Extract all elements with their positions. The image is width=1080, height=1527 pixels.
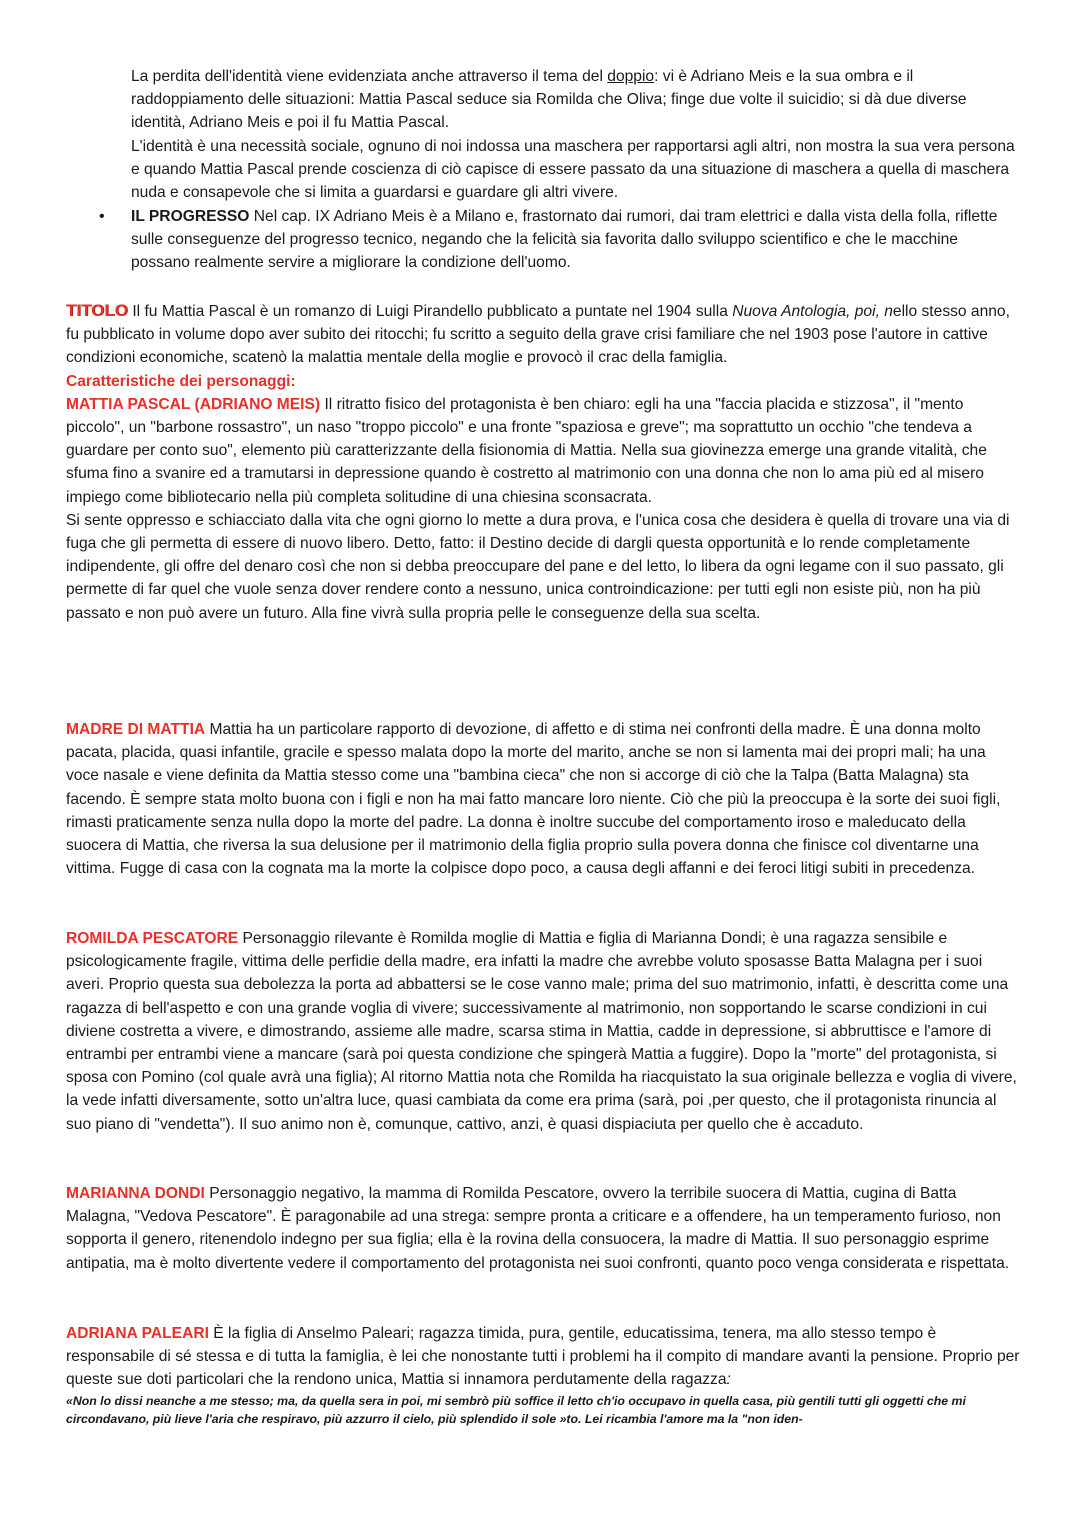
caratteristiche-heading: Caratteristiche dei personaggi:	[66, 372, 296, 390]
titolo-text-b: ello stesso anno, fu pubblicato in volume dopo aver subito dei ritocchi; fu scritto a seguito della grave crisi familiare che nel 1903 pose l'autore in cattive condizioni economiche, scatenò la malattia mentale della moglie e provocò il crac della famiglia.	[66, 303, 1010, 367]
madre-text: Mattia ha un particolare rapporto di devozione, di affetto e di stima nei confronti della madre. È una donna molto pacata, placida, quasi infantile, gracile e spesso malata dopo la morte del marito, anche se non si lamenta mai dei propri mali; ha una voce nasale e viene definita da Mattia stesso come una "bambina cieca" che non si accorge di ciò che la Talpa (Batta Malagna) sta facendo. È sempre stata molto buona con i figli e non ha mai fatto mancare loro niente. Ciò che più la preoccupa è la sorte dei suoi figli, rimasti praticamente senza nulla dopo la morte del padre. La donna è inoltre succube del comportamento iroso e maleducato della suocera di Mattia, che riversa la sua delusione per il matrimonio della figlia proprio sulla povera donna che finisce col diventarne una vittima. Fugge di casa con la cognata ma la morte la colpisce dopo poco, a causa degli affanni e dei feroci litigi subiti in precedenza.	[66, 721, 1001, 878]
mattia-text: Il ritratto fisico del protagonista è ben chiaro: egli ha una "faccia placida e stizzosa", il "mento piccolo", un "barbone rossastro", un naso "troppo piccolo" e una fronte "spaziosa e greve"; ma soprattutto un occhio "che tendeva a guardare per conto suo", elemento più caratterizzante della fisionomia di Mattia. Nella sua giovinezza emerge una grande vitalità, che sfuma fino a svanire ed a tramutarsi in depressione quando è costretto al matrimonio con una donna che non lo ama più ed al misero impiego come bibliotecario nella più completa solitudine di una chiesina sconsacrata.	[66, 395, 987, 506]
doppio-text-start: La perdita dell'identità viene evidenziata anche attraverso il tema del	[131, 68, 608, 85]
madre-section	[66, 718, 1021, 880]
titolo-section	[66, 299, 1021, 625]
titolo-italic: Nuova Antologia, poi, n	[732, 303, 893, 320]
romilda-heading: ROMILDA PESCATORE	[66, 930, 239, 947]
mattia-paragraph-2: Si sente oppresso e schiacciato dalla vita che ogni giorno lo mette a dura prova, e l'unica cosa che desidera è quella di trovare una via di fuga che gli permetta di essere di nuovo libero. Detto, fatto: il Destino decide di dargli questa opportunità e lo rende completamente indipendente, gli offre del denaro così che non si debba preoccupare del pane e del letto, lo libera da ogni legame con il suo passato, gli permette di far quel che vuole senza dover rendere conto a nessuno, unica controindicazione: per tutti egli non esiste più, non ha più passato e non può avere un futuro. Alla fine vivrà sulla propria pelle le conseguenze della sua scelta.	[66, 511, 1010, 622]
progresso-section	[131, 205, 1021, 275]
adriana-text: È la figlia di Anselmo Paleari; ragazza timida, pura, gentile, educatissima, tenera, ma allo stesso tempo è responsabile di sé stessa e di tutta la famiglia, è lei che nonostante tutti i problemi ha il compito di mandare avanti la pensione. Proprio per queste sue doti particolari che la rendono unica, Mattia si innamora perdutamente della ragazza	[66, 1325, 1020, 1389]
adriana-quote: «Non lo dissi neanche a me stesso; ma, da quella sera in poi, mi sembrò più soffice il letto ch'io occupavo in quella casa, più gentili tutti gli oggetti che mi circondavano, più lieve l'aria che respiravo, più azzurro il cielo, più splendido il sole »to. Lei ricambia l'amore ma la "non iden-	[66, 1393, 966, 1426]
doppio-paragraph	[131, 65, 1021, 135]
mattia-heading: MATTIA PASCAL (ADRIANO MEIS)	[66, 395, 321, 413]
titolo-text-a: Il fu Mattia Pascal è un romanzo di Luigi Pirandello pubblicato a puntate nel 1904 sulla	[128, 303, 733, 320]
adriana-heading: ADRIANA PALEARI	[66, 1325, 209, 1342]
progresso-text: Nel cap. IX Adriano Meis è a Milano e, frastornato dai rumori, dai tram elettrici e dalla vista della folla, riflette sulle conseguenze del progresso tecnico, negando che la felicità sia favorita dallo sviluppo scientifico e che le macchine possano realmente servire a migliorare la condizione dell'uomo.	[131, 208, 998, 272]
bullet-icon: •	[99, 208, 105, 225]
romilda-section	[66, 927, 1021, 1136]
marianna-text: Personaggio negativo, la mamma di Romilda Pescatore, ovvero la terribile suocera di Mattia, cugina di Batta Malagna, "Vedova Pescatore". È paragonabile ad una strega: sempre pronta a criticare e a offendere, ha un temperamento furioso, non sopporta il genero, ritenendolo indegno per sua figlia; ella è la rovina della consuocera, la madre di Mattia. Il suo personaggio esprime antipatia, ma è molto divertente vedere il comportamento del protagonista nei suoi confronti, quanto poco venga considerata e rispettata.	[66, 1185, 1010, 1272]
doppio-term: doppio	[607, 68, 655, 85]
marianna-heading: MARIANNA DONDI	[66, 1185, 205, 1202]
adriana-colon: :	[726, 1371, 731, 1389]
madre-heading: MADRE DI MATTIA	[66, 721, 206, 738]
doppio-section	[131, 65, 1021, 204]
progresso-heading: IL PROGRESSO	[131, 208, 250, 225]
adriana-section	[66, 1322, 1021, 1428]
identita-paragraph: L'identità è una necessità sociale, ognuno di noi indossa una maschera per rapportarsi agli altri, non mostra la sua vera persona e quando Mattia Pascal prende coscienza di ciò capisce di essere passato da una situazione di maschera a quella di maschera nuda e consapevole che si limita a guardarsi e guardare gli altri vivere.	[131, 137, 1015, 202]
marianna-section	[66, 1182, 1021, 1275]
titolo-heading: TITOLO	[66, 301, 129, 320]
romilda-text: Personaggio rilevante è Romilda moglie di Mattia e figlia di Marianna Dondi; è una ragazza sensibile e psicologicamente fragile, vittima delle perfidie della madre, era infatti la madre che avrebbe voluto sposasse Batta Malagna per i suoi averi. Proprio questa sua debolezza la porta ad abbattersi se le cose vanno male; prima del suo matrimonio, infatti, è descritta come una ragazza di bell'aspetto e con una grande voglia di vivere; successivamente al matrimonio, non sopportando le scarse condizioni in cui diviene costretta a vivere, e dimostrando, assieme alle madre, scarsa stima in Mattia, cadde in depressione, si abbruttisce e l'amore di entrambi per entrambi viene a mancare (sarà poi questa condizione che spingerà Mattia a fuggire). Dopo la "morte" del protagonista, si sposa con Pomino (col quale avrà una figlia); Al ritorno Mattia nota che Romilda ha riacquistato la sua originale bellezza e voglia di vivere, la vede infatti diversamente, sotto un'altra luce, quasi cambiata da come era prima (sarà, poi ,per questo, che il protagonista rinuncia al suo piano di "vendetta"). Il suo animo non è, comunque, cattivo, anzi, è quasi dispiaciuta per quello che è accaduto.	[66, 930, 1017, 1133]
doppio-text-end: : vi è Adriano Meis e la sua ombra e il raddoppiamento delle situazioni: Mattia Pascal seduce sia Romilda che Oliva; finge due volte il suicidio; si dà due diverse identità, Adriano Meis e poi il fu Mattia Pascal.	[131, 68, 967, 132]
